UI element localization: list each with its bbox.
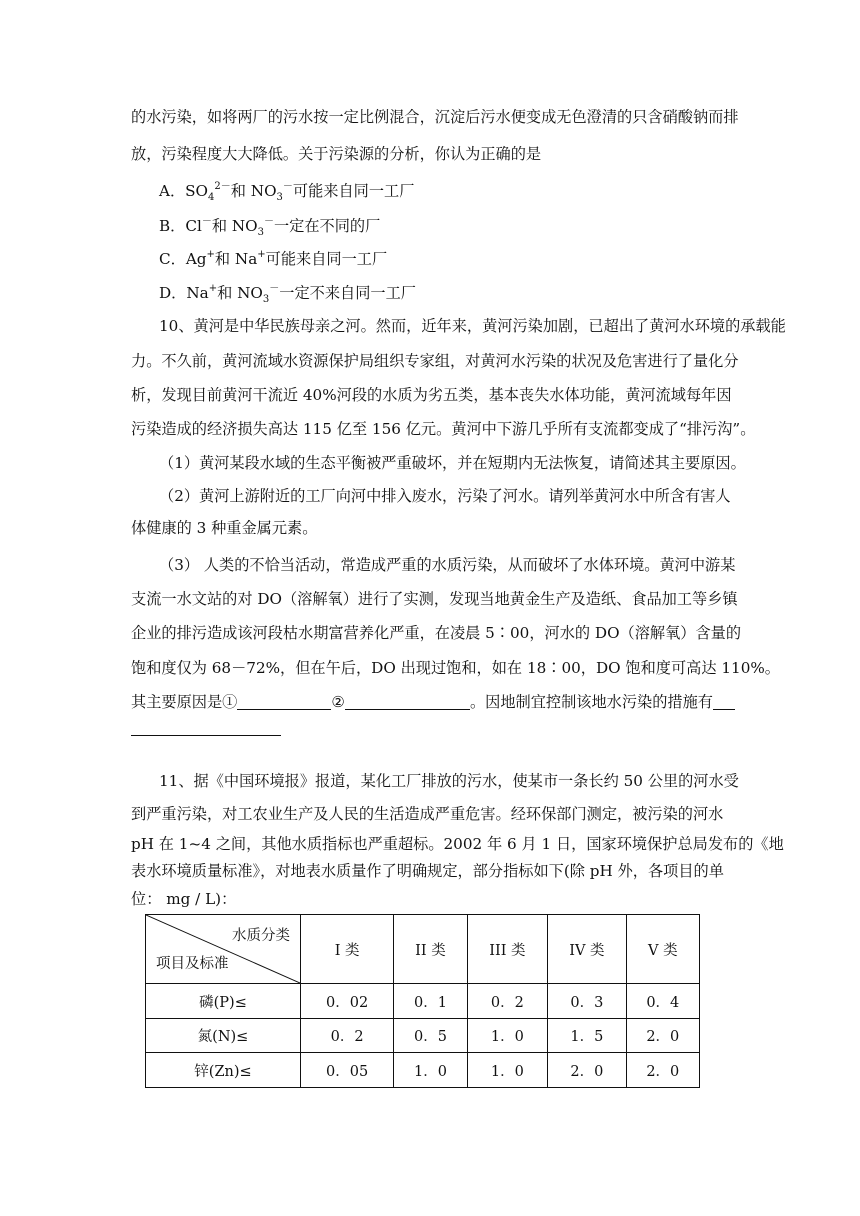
table-cell: 1．5 (548, 1019, 626, 1053)
table-cell: 1．0 (394, 1053, 467, 1088)
table-corner-cell (146, 915, 301, 984)
q10-line-2: 力。不久前，黄河流域水资源保护局组织专家组，对黄河水污染的状况及危害进行了量化分 (131, 352, 739, 370)
corner-bottom-label: 项目及标准 (156, 956, 229, 972)
q11-line-1: 11、据《中国环境报》报道，某化工厂排放的污水，使某市一条长约 50 公里的河水受 (159, 772, 739, 790)
table-header-cell: IV 类 (548, 915, 626, 984)
answer-blank-2[interactable] (345, 693, 470, 710)
q10-line-3: 析，发现目前黄河干流近 40%河段的水质为劣五类，基本丧失水体功能，黄河流域每年因 (131, 386, 732, 404)
table-cell: 0．05 (301, 1053, 394, 1088)
q10-sub3-line-3: 企业的排污造成该河段枯水期富营养化严重，在凌晨 5∶00，河水的 DO（溶解氧）含量的 (131, 624, 742, 642)
q10-sub2-line-1: （2）黄河上游附近的工厂向河中排入废水，污染了河水。请列举黄河水中所含有害人 (159, 487, 731, 505)
table-row-label: 磷(P)≤ (146, 984, 301, 1019)
table-cell: 0．2 (301, 1019, 394, 1053)
table-cell: 0．4 (626, 984, 699, 1019)
table-row (146, 1019, 700, 1053)
table-cell: 1．0 (467, 1053, 548, 1088)
table-cell: 2．0 (548, 1053, 626, 1088)
table-cell: 2．0 (626, 1053, 699, 1088)
q9-option-b: B．Cl－和 $NO_3^-$一定在不同的厂 (159, 215, 381, 239)
table-cell: 0．1 (394, 984, 467, 1019)
q9-intro-line-1: 的水污染，如将两厂的污水按一定比例混合，沉淀后污水便变成无色澄清的只含硝酸钠而排 (131, 108, 739, 126)
q10-line-4: 污染造成的经济损失高达 115 亿至 156 亿元。黄河中下游几乎所有支流都变成了“排污沟”。 (131, 420, 756, 438)
table-row-label: 锌(Zn)≤ (146, 1053, 301, 1088)
q11-line-5: 位： mg / L)： (131, 890, 237, 908)
answer-blank-1[interactable] (237, 693, 331, 710)
q9-option-d: D．Na+和 $NO_3^-$一定不来自同一工厂 (159, 282, 416, 306)
table-cell: 0．3 (548, 984, 626, 1019)
q10-sub3-line-1: （3） 人类的不恰当活动，常造成严重的水质污染，从而破坏了水体环境。黄河中游某 (159, 556, 736, 574)
q11-line-2: 到严重污染，对工农业生产及人民的生活造成严重危害。经环保部门测定，被污染的河水 (131, 805, 724, 823)
q10-sub2-line-2: 体健康的 3 种重金属元素。 (131, 519, 318, 537)
table-cell: 2．0 (626, 1019, 699, 1053)
table-header-row (146, 915, 700, 984)
table-header-cell: II 类 (394, 915, 467, 984)
q11-line-4-visible: 表水环境质量标准》，对地表水质量作了明确规定，部分指标如下(除 pH 外，各项目的单 (131, 862, 724, 880)
table-cell: 0．5 (394, 1019, 467, 1053)
answer-blank-3[interactable] (713, 693, 735, 710)
table-row (146, 1053, 700, 1088)
q10-line-1: 10、黄河是中华民族母亲之河。然而，近年来，黄河污染加剧，已超出了黄河水环境的承载能 (159, 317, 786, 335)
q10-sub1: （1）黄河某段水域的生态平衡被严重破坏，并在短期内无法恢复，请简述其主要原因。 (159, 454, 746, 472)
table-header-cell: III 类 (467, 915, 548, 984)
table-cell: 0．02 (301, 984, 394, 1019)
q9-intro-line-2: 放，污染程度大大降低。关于污染源的分析，你认为正确的是 (131, 145, 542, 163)
q10-sub3-line-4: 饱和度仅为 68－72%，但在午后，DO 出现过饱和，如在 18∶00，DO 饱和度可高达 110%。 (131, 659, 780, 677)
answer-blank-3-continuation[interactable] (131, 735, 281, 736)
table-cell: 1．0 (467, 1019, 548, 1053)
q11-line-3: pH 在 1~4 之间，其他水质指标也严重超标。2002 年 6 月 1 日，国家环境保护总局发布的《地 (131, 835, 784, 853)
table-row (146, 984, 700, 1019)
table-header-cell: I 类 (301, 915, 394, 984)
table-row-label: 氮(N)≤ (146, 1019, 301, 1053)
table-header-cell: V 类 (626, 915, 699, 984)
corner-top-label: 水质分类 (232, 928, 290, 944)
water-quality-table (145, 914, 700, 1088)
q9-option-a: A．$SO_4^{2-}$和 $NO_3^-$可能来自同一工厂 (159, 180, 415, 204)
q9-option-c: C．Ag+和 Na+可能来自同一工厂 (159, 248, 388, 268)
table-cell: 0．2 (467, 984, 548, 1019)
q10-sub3-line-2: 支流一水文站的对 DO（溶解氧）进行了实测，发现当地黄金生产及造纸、食品加工等乡镇 (131, 590, 738, 608)
q10-sub3-answer-line: 其主要原因是① ② 。因地制宜控制该地水污染的措施有 (131, 692, 735, 712)
